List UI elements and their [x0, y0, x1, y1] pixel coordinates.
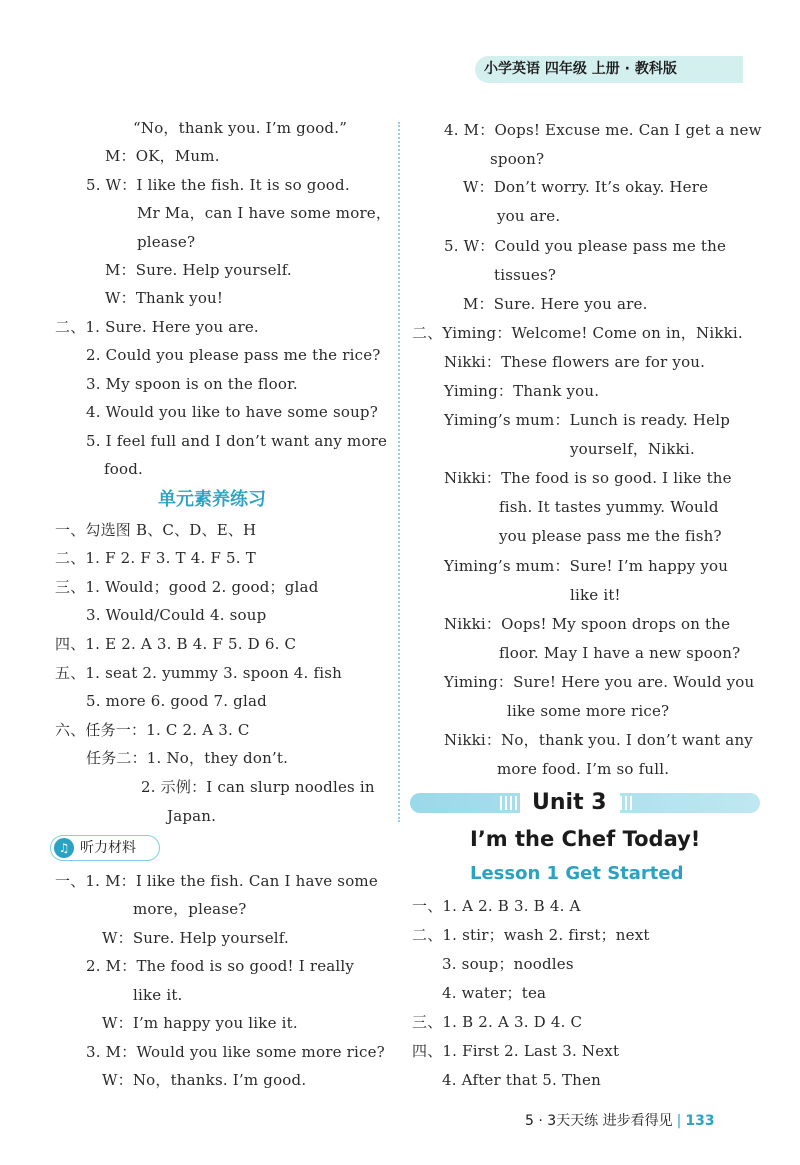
text-line: 3. M：Would you like some more rice?	[86, 1043, 385, 1061]
text-line: 二、Yiming：Welcome! Come on in，Nikki.	[412, 324, 743, 342]
text-line: yourself，Nikki.	[570, 440, 695, 458]
text-line: W：Sure. Help yourself.	[102, 929, 289, 947]
footer-separator: |	[676, 1113, 682, 1129]
text-line: 3. Would/Could 4. soup	[86, 606, 267, 624]
text-line: Nikki：No，thank you. I don’t want any	[444, 731, 753, 749]
text-line: like some more rice?	[507, 702, 670, 720]
column-divider	[398, 122, 400, 822]
text-line: spoon?	[490, 150, 545, 168]
text-line: please?	[137, 233, 196, 251]
unit-subtitle: I’m the Chef Today!	[470, 827, 701, 851]
text-line: 5. more 6. good 7. glad	[86, 692, 267, 710]
text-line: 四、1. E 2. A 3. B 4. F 5. D 6. C	[55, 635, 297, 653]
text-line: floor. May I have a new spoon?	[499, 644, 741, 662]
lesson-title: Lesson 1 Get Started	[470, 863, 684, 884]
text-line: 5. W：I like the fish. It is so good.	[86, 176, 350, 194]
text-line: Nikki：The food is so good. I like the	[444, 469, 732, 487]
text-line: more，please?	[133, 900, 247, 918]
text-line: M：OK，Mum.	[105, 147, 220, 165]
text-line: 2. M：The food is so good! I really	[86, 957, 355, 975]
book-title: 小学英语 四年级 上册 · 教科版	[484, 61, 677, 77]
text-line: Nikki：Oops! My spoon drops on the	[444, 615, 731, 633]
text-line: 一、勾选图 B、C、D、E、H	[55, 521, 257, 539]
text-line: 一、1. M：I like the fish. Can I have some	[55, 872, 378, 890]
text-line: 二、1. Sure. Here you are.	[55, 318, 259, 336]
page-footer	[525, 1111, 715, 1131]
text-line: Yiming’s mum：Lunch is ready. Help	[444, 411, 731, 429]
text-line: 二、1. stir；wash 2. first；next	[412, 926, 650, 944]
text-line: M：Sure. Here you are.	[463, 295, 648, 313]
text-line: Japan.	[167, 807, 217, 825]
text-line: 4. water；tea	[442, 984, 547, 1002]
text-line: 三、1. B 2. A 3. D 4. C	[412, 1013, 583, 1031]
text-line: W：Don’t worry. It’s okay. Here	[463, 178, 709, 196]
text-line: fish. It tastes yummy. Would	[499, 498, 719, 516]
headphones-icon: ♫	[54, 838, 74, 858]
text-line: you please pass me the fish?	[499, 527, 722, 545]
text-line: more food. I’m so full.	[497, 760, 670, 778]
text-line: 五、1. seat 2. yummy 3. spoon 4. fish	[55, 664, 342, 682]
text-line: Nikki：These flowers are for you.	[444, 353, 706, 371]
section-title-unit-practice: 单元素养练习	[158, 489, 266, 510]
text-line: Yiming’s mum：Sure! I’m happy you	[444, 557, 729, 575]
text-line: 4. Would you like to have some soup?	[86, 403, 378, 421]
page-number: 133	[685, 1113, 715, 1129]
text-line: 2. 示例：I can slurp noodles in	[141, 778, 375, 796]
text-line: M：Sure. Help yourself.	[105, 261, 292, 279]
unit-banner-stripes-left	[500, 796, 520, 810]
text-line: 四、1. First 2. Last 3. Next	[412, 1042, 620, 1060]
text-line: you are.	[497, 207, 561, 225]
text-line: Yiming：Thank you.	[444, 382, 600, 400]
text-line: 二、1. F 2. F 3. T 4. F 5. T	[55, 549, 256, 567]
text-line: 任务二：1. No，they don’t.	[86, 749, 289, 767]
text-line: 一、1. A 2. B 3. B 4. A	[412, 897, 581, 915]
text-line: 六、任务一：1. C 2. A 3. C	[55, 721, 250, 739]
text-line: 3. My spoon is on the floor.	[86, 375, 298, 393]
text-line: 2. Could you please pass me the rice?	[86, 346, 381, 364]
text-line: W：Thank you!	[105, 289, 224, 307]
text-line: Yiming：Sure! Here you are. Would you	[444, 673, 755, 691]
text-line: 5. W：Could you please pass me the	[444, 237, 727, 255]
text-line: food.	[104, 460, 143, 478]
text-line: “No，thank you. I’m good.”	[133, 119, 348, 137]
text-line: 4. After that 5. Then	[442, 1071, 601, 1089]
unit-title: Unit 3	[532, 790, 607, 815]
listening-material-label: 听力材料	[80, 840, 136, 856]
text-line: 5. I feel full and I don’t want any more	[86, 432, 388, 450]
text-line: tissues?	[494, 266, 557, 284]
text-line: like it!	[570, 586, 621, 604]
text-line: W：I’m happy you like it.	[102, 1014, 298, 1032]
text-line: 三、1. Would；good 2. good；glad	[55, 578, 319, 596]
text-line: 4. M：Oops! Excuse me. Can I get a new	[444, 121, 762, 139]
footer-brand: 5 · 3天天练 进步看得见	[525, 1113, 673, 1129]
text-line: Mr Ma，can I have some more，	[137, 204, 392, 222]
text-line: like it.	[133, 986, 183, 1004]
text-line: W：No，thanks. I’m good.	[102, 1071, 307, 1089]
text-line: 3. soup；noodles	[442, 955, 574, 973]
